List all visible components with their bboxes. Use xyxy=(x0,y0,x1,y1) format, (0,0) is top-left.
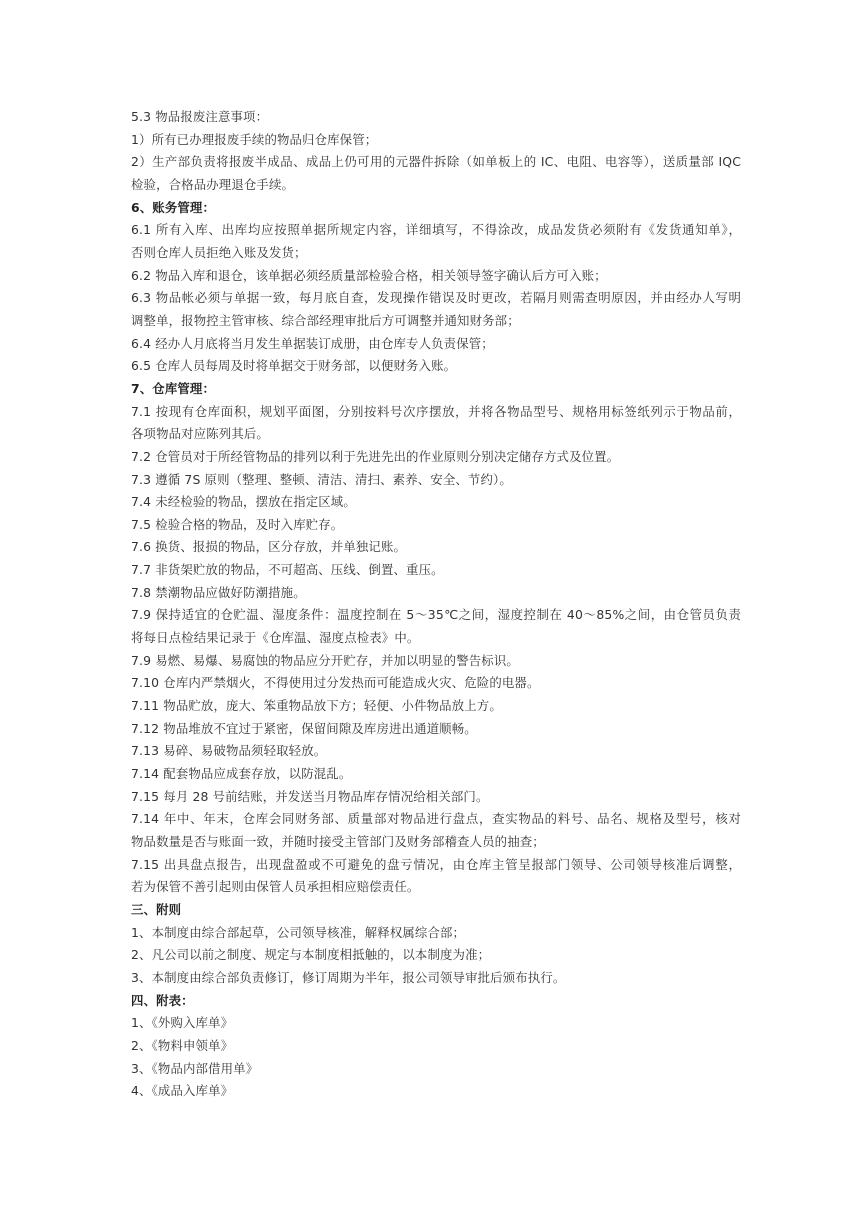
text-line: 各项物品对应陈列其后。 xyxy=(131,426,269,442)
text-line: 7.14 年中、年末，仓库会同财务部、质量部对物品进行盘点，查实物品的料号、品名、规格及型号，核对 xyxy=(131,811,741,827)
text-line: 3、《物品内部借用单》 xyxy=(131,1060,259,1076)
section-heading: 7、仓库管理： xyxy=(131,380,216,396)
text-line: 7.1 按现有仓库面积，规划平面图，分别按料号次序摆放，并将各物品型号、规格用标签纸列示于物品前， xyxy=(131,403,741,419)
text-line: 7.14 配套物品应成套存放，以防混乱。 xyxy=(131,766,352,782)
text-line: 物品数量是否与账面一致，并随时接受主管部门及财务部稽查人员的抽查； xyxy=(131,834,545,849)
document-page xyxy=(131,106,741,1103)
text-line: 7.9 保持适宜的仓贮温、湿度条件：温度控制在 5～35℃之间，湿度控制在 40～85%之间，由仓管员负责 xyxy=(131,607,741,623)
text-line: 7.3 遵循 7S 原则（整理、整顿、清洁、清扫、素养、安全、节约）。 xyxy=(131,471,512,487)
text-line: 调整单，报物控主管审核、综合部经理审批后方可调整并通知财务部； xyxy=(131,312,520,328)
text-line: 1、《外购入库单》 xyxy=(131,1015,234,1031)
text-line: 4、《成品入库单》 xyxy=(131,1083,234,1099)
text-line: 7.8 禁潮物品应做好防潮措施。 xyxy=(131,584,306,600)
text-line: 1、本制度由综合部起草，公司领导核准，解释权属综合部； xyxy=(131,924,466,940)
text-line: 将每日点检结果记录于《仓库温、湿度点检表》中。 xyxy=(131,630,420,646)
text-line: 7.13 易碎、易破物品须轻取轻放。 xyxy=(131,743,327,759)
text-line: 6.2 物品入库和退仓，该单据必须经质量部检验合格，相关领导签字确认后方可入账； xyxy=(131,267,607,283)
text-line: 7.5 检验合格的物品，及时入库贮存。 xyxy=(131,516,344,532)
text-line: 5.3 物品报废注意事项： xyxy=(131,109,269,124)
text-line: 3、本制度由综合部负责修订，修订周期为半年，报公司领导审批后颁布执行。 xyxy=(131,969,566,985)
text-line: 6.1 所有入库、出库均应按照单据所规定内容，详细填写，不得涂改，成品发货必须附有《发货通知单》， xyxy=(131,222,741,238)
text-line: 7.7 非货架贮放的物品，不可超高、压线、倒置、重压。 xyxy=(131,562,444,578)
text-line: 6.3 物品帐必须与单据一致，每月底自查，发现操作错误及时更改，若隔月则需查明原因，并由经办人写明 xyxy=(131,290,741,306)
text-line: 1）所有已办理报废手续的物品归仓库保管； xyxy=(131,131,378,147)
section-heading: 三、附则 xyxy=(131,901,182,917)
text-line: 6.4 经办人月底将当月发生单据装订成册，由仓库专人负责保管； xyxy=(131,335,494,351)
text-line: 检验，合格品办理退仓手续。 xyxy=(131,176,295,192)
text-line: 否则仓库人员拒绝入账及发货； xyxy=(131,244,307,260)
text-line: 2、《物料申领单》 xyxy=(131,1037,234,1053)
text-line: 7.4 未经检验的物品，摆放在指定区域。 xyxy=(131,494,356,510)
text-line: 7.12 物品堆放不宜过于紧密，保留间隙及库房进出通道顺畅。 xyxy=(131,720,477,736)
section-heading: 6、账务管理： xyxy=(131,199,216,215)
text-line: 2、凡公司以前之制度、规定与本制度相抵触的，以本制度为准； xyxy=(131,947,491,963)
text-line: 7.10 仓库内严禁烟火，不得使用过分发热而可能造成火灾、危险的电器。 xyxy=(131,675,540,691)
section-heading: 四、附表： xyxy=(131,992,194,1008)
text-line: 7.6 换货、报损的物品，区分存放，并单独记账。 xyxy=(131,539,407,555)
text-line: 7.15 出具盘点报告，出现盘盈或不可避免的盘亏情况，由仓库主管呈报部门领导、公司领导核准后调整， xyxy=(131,856,741,872)
text-line: 7.15 每月 28 号前结账，并发送当月物品库存情况给相关部门。 xyxy=(131,788,489,804)
text-line: 7.9 易燃、易爆、易腐蚀的物品应分开贮存，并加以明显的警告标识。 xyxy=(131,652,519,668)
text-line: 6.5 仓库人员每周及时将单据交于财务部，以便财务入账。 xyxy=(131,358,457,374)
text-line: 2）生产部负责将报废半成品、成品上仍可用的元器件拆除（如单板上的 IC、电阻、电容等），送质量部 IQC xyxy=(131,154,741,170)
text-line: 若为保管不善引起则由保管人员承担相应赔偿责任。 xyxy=(131,879,420,895)
text-line: 7.11 物品贮放，庞大、笨重物品放下方；轻便、小件物品放上方。 xyxy=(131,698,502,714)
text-line: 7.2 仓管员对于所经管物品的排列以利于先进先出的作业原则分别决定储存方式及位置。 xyxy=(131,448,620,464)
